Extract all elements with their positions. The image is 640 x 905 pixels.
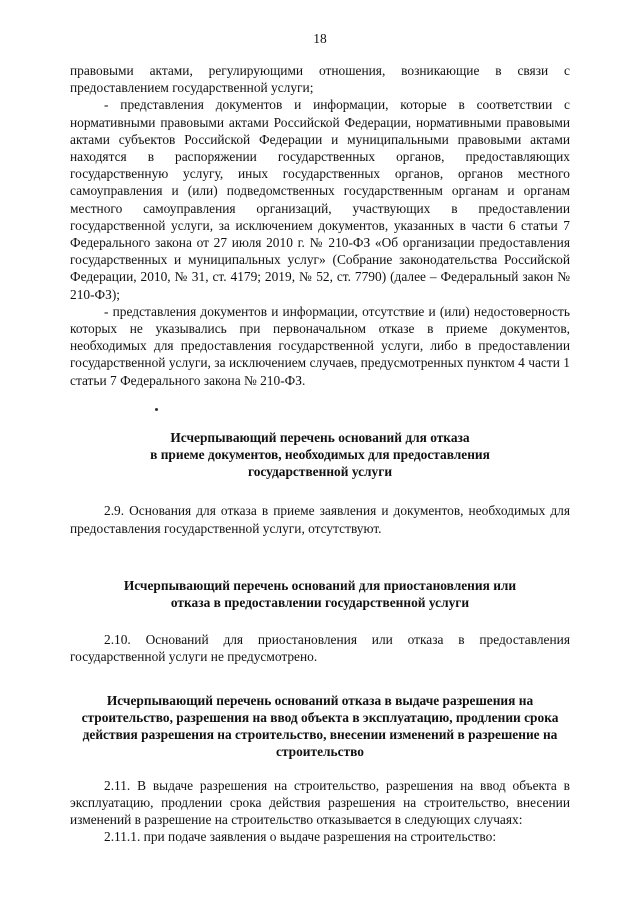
paragraph-bullet-1: - представления документов и информации, которые в соответствии с нормативными правовыми актами Российской Федерации, нормативными правовыми актами субъектов Российской Федерации и муниципальными правовыми актами находятся в распоряжении государственных органов, предоставляющих государственную услугу, иных государственных органов, органов местного самоуправления и (или) подведомственных государственным органам и органам местного самоуправления организаций, участвующих в предоставлении государственной услуги, за исключением документов, указанных в части 6 статьи 7 Федерального закона от 27 июля 2010 г. № 210-ФЗ «Об организации предоставления государственных и муниципальных услуг» (Собрание законодательства Российской Федерации, 2010, № 31, ст. 4179; 2019, № 52, ст. 7790) (далее – Федеральный закон № 210-ФЗ); <box>70 97 570 302</box>
page-number: 18 <box>313 31 327 46</box>
heading-line: строительство <box>275 744 364 760</box>
heading-line: действия разрешения на строительство, внесении изменений в разрешение на <box>82 727 558 743</box>
heading-line: отказа в предоставлении государственной услуги <box>170 595 470 611</box>
paragraph-2-10: 2.10. Оснований для приостановления или отказа в предоставления государственной услуги не предусмотрено. <box>70 632 570 665</box>
heading-line: Исчерпывающий перечень оснований для приостановления или <box>123 577 517 593</box>
paragraph-bullet-2: - представления документов и информации, отсутствие и (или) недостоверность которых не указывались при первоначальном отказе в приеме документов, необходимых для предоставления государственной услуги, либо в предоставлении государственной услуги, за исключением случаев, предусмотренных пунктом 4 части 1 статьи 7 Федерального закона № 210-ФЗ. <box>70 303 570 388</box>
heading-line: государственной услуги <box>247 464 393 480</box>
scan-speck <box>155 408 158 411</box>
heading-line: строительство, разрешения на ввод объекта в эксплуатацию, продлении срока <box>81 709 559 725</box>
section-heading-permit-refusal <box>70 692 570 761</box>
paragraph-2-11: 2.11. В выдаче разрешения на строительство, разрешения на ввод объекта в эксплуатацию, продлении срока действия разрешения на строительство, внесении изменений в разрешение на строительство отказывается в следующих случаях: <box>70 777 570 827</box>
section-heading-refusal-acceptance <box>70 429 570 481</box>
paragraph-2-9: 2.9. Основания для отказа в приеме заявления и документов, необходимых для предоставления государственной услуги, отсутствуют. <box>70 503 570 536</box>
paragraph-continuation: правовыми актами, регулирующими отношения, возникающие в связи с предоставлением государственной услуги; <box>70 63 570 96</box>
paragraph-2-11-1: 2.11.1. при подаче заявления о выдаче разрешения на строительство: <box>104 829 497 845</box>
section-heading-suspension <box>70 577 570 611</box>
heading-line: в приеме документов, необходимых для предоставления <box>150 447 490 463</box>
heading-line: Исчерпывающий перечень оснований отказа в выдаче разрешения на <box>106 692 534 708</box>
document-body <box>70 62 570 845</box>
heading-line: Исчерпывающий перечень оснований для отказа <box>170 429 470 445</box>
